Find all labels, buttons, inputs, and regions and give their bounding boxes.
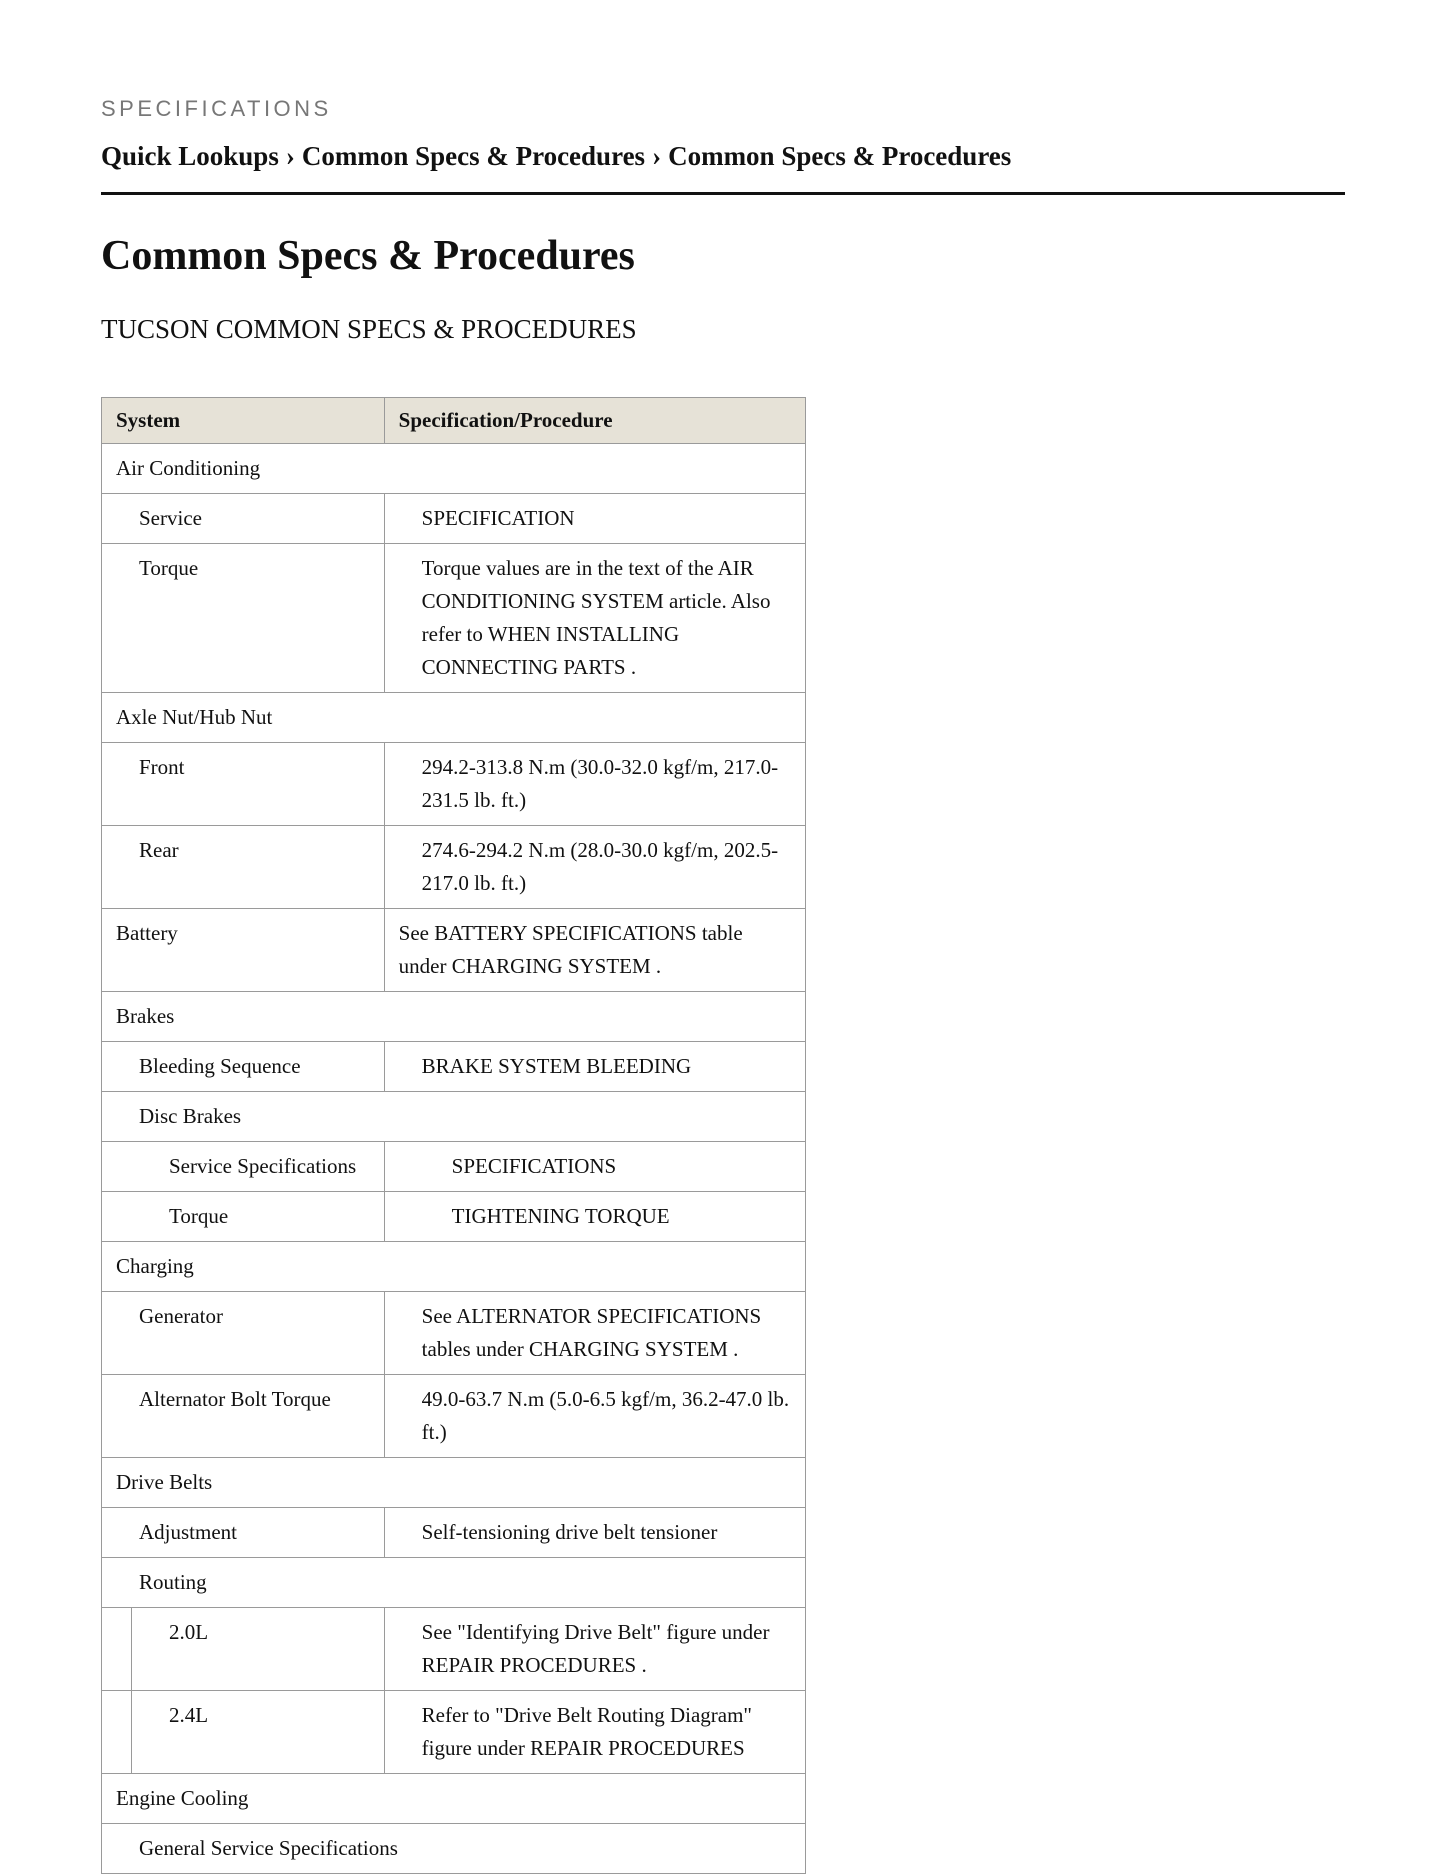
table-row [102,494,806,544]
spec-cell: See ALTERNATOR SPECIFICATIONS tables under CHARGING SYSTEM . [384,1292,805,1375]
column-header-system: System [102,398,385,444]
system-cell: Engine Cooling [102,1774,806,1824]
system-cell: Generator [102,1292,385,1375]
table-row-group [102,992,806,1042]
table-row [102,1375,806,1458]
column-header-specification: Specification/Procedure [384,398,805,444]
system-cell: Front [102,743,385,826]
spec-cell[interactable]: SPECIFICATIONS [384,1142,805,1192]
spec-cell: Refer to "Drive Belt Routing Diagram" figure under REPAIR PROCEDURES [384,1691,805,1774]
table-row-group [102,444,806,494]
spec-cell: Torque values are in the text of the AIR CONDITIONING SYSTEM article. Also refer to WHEN INSTALLING CONNECTING PARTS . [384,544,805,693]
system-cell: Service [102,494,385,544]
system-cell: General Service Specifications [102,1824,806,1874]
system-cell: Adjustment [102,1508,385,1558]
table-row [102,1042,806,1092]
spec-cell: 274.6-294.2 N.m (28.0-30.0 kgf/m, 202.5-217.0 lb. ft.) [384,826,805,909]
table-row [102,743,806,826]
spec-cell: 294.2-313.8 N.m (30.0-32.0 kgf/m, 217.0-231.5 lb. ft.) [384,743,805,826]
system-cell [102,1691,385,1774]
system-cell: Torque [102,1192,385,1242]
system-cell [102,1608,385,1691]
system-cell: Service Specifications [102,1142,385,1192]
system-cell: Brakes [102,992,806,1042]
table-row [102,1508,806,1558]
spec-cell[interactable]: TIGHTENING TORQUE [384,1192,805,1242]
table-row-group [102,1558,806,1608]
page-subtitle: TUCSON COMMON SPECS & PROCEDURES [101,314,637,344]
system-cell: Routing [102,1558,806,1608]
table-row-group [102,1824,806,1874]
table-row [102,1691,806,1774]
table-row-group [102,1092,806,1142]
system-cell: Disc Brakes [102,1092,806,1142]
table-row-group [102,1242,806,1292]
spec-cell: 49.0-63.7 N.m (5.0-6.5 kgf/m, 36.2-47.0 lb. ft.) [384,1375,805,1458]
breadcrumb-item-quick-lookups[interactable]: Quick Lookups [101,141,279,171]
table-row-group [102,693,806,743]
section-label: SPECIFICATIONS [101,96,332,121]
system-cell: Alternator Bolt Torque [102,1375,385,1458]
page-title: Common Specs & Procedures [101,233,635,279]
nesting-rail [131,1608,132,1690]
table-row [102,826,806,909]
spec-cell[interactable]: SPECIFICATION [384,494,805,544]
table-row-group [102,1458,806,1508]
spec-cell[interactable]: BRAKE SYSTEM BLEEDING [384,1042,805,1092]
nesting-rail [131,1691,132,1773]
table-row [102,1608,806,1691]
table-row [102,1292,806,1375]
system-cell: Bleeding Sequence [102,1042,385,1092]
system-cell: Air Conditioning [102,444,806,494]
system-cell: Rear [102,826,385,909]
table-row-group [102,1774,806,1824]
breadcrumb-item-common-specs[interactable]: Common Specs & Procedures [301,141,646,171]
breadcrumb [101,138,1345,195]
system-cell: Axle Nut/Hub Nut [102,693,806,743]
table-row [102,1192,806,1242]
breadcrumb-separator: › [285,141,295,171]
system-cell: Torque [102,544,385,693]
table-header-row [102,398,806,444]
breadcrumb-separator: › [652,141,662,171]
system-cell: Drive Belts [102,1458,806,1508]
spec-cell: See BATTERY SPECIFICATIONS table under CHARGING SYSTEM . [384,909,805,992]
spec-cell: Self-tensioning drive belt tensioner [384,1508,805,1558]
system-label: 2.0L [169,1620,209,1644]
system-cell: Charging [102,1242,806,1292]
table-row [102,1142,806,1192]
breadcrumb-item-current: Common Specs & Procedures [668,141,1012,171]
table-row [102,544,806,693]
system-label: 2.4L [169,1703,209,1727]
system-cell: Battery [102,909,385,992]
spec-cell: See "Identifying Drive Belt" figure under REPAIR PROCEDURES . [384,1608,805,1691]
specs-table [101,397,806,1874]
table-row [102,909,806,992]
